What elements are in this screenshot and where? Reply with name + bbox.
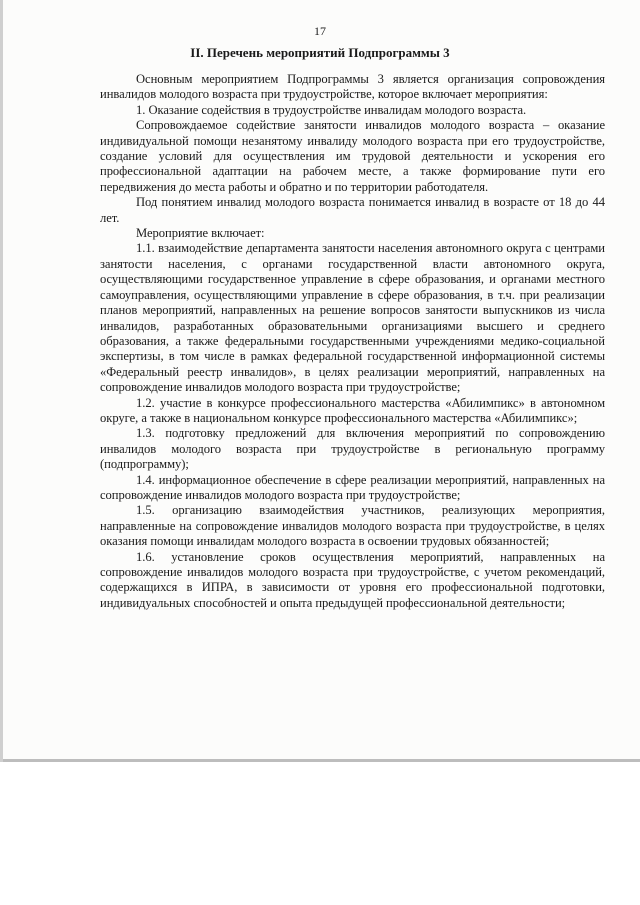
paragraph-item-1-3: 1.3. подготовку предложений для включения мероприятий по сопровождению инвалидов молодого возраста при трудоустройстве в региональную программу (подпрограмму); bbox=[100, 426, 605, 472]
paragraph-intro: Основным мероприятием Подпрограммы 3 является организация сопровождения инвалидов молодого возраста при трудоустройстве, которое включает мероприятия: bbox=[100, 72, 605, 102]
paragraph-definition: Сопровождаемое содействие занятости инвалидов молодого возраста – оказание индивидуальной помощи незанятому инвалиду молодого возраста при его трудоустройстве, создание условий для осуществления им трудовой деятельности и ускорения его профессиональной адаптации на рабочем месте, а также формирование пути его передвижения до места работы и обратно и по территории работодателя. bbox=[100, 118, 605, 194]
page-number: 17 bbox=[314, 24, 326, 38]
paragraph-item-1-2: 1.2. участие в конкурсе профессионального мастерства «Абилимпикс» в автономном округе, а также в национальном конкурсе профессионального мастерства «Абилимпикс»; bbox=[100, 395, 605, 425]
paragraph-item-1-4: 1.4. информационное обеспечение в сфере реализации мероприятий, направленных на сопровождение инвалидов молодого возраста при трудоустройстве; bbox=[100, 472, 605, 502]
paragraph-includes: Мероприятие включает: bbox=[136, 226, 265, 241]
paragraph-item-1-6: 1.6. установление сроков осуществления мероприятий, направленных на сопровождение инвалидов молодого возраста при трудоустройстве, с учетом рекомендаций, содержащихся в ИПРА, в зависимости от уровня его профессиональной подготовки, индивидуальных способностей и опыта предыдущей профессиональной деятельности; bbox=[100, 549, 605, 610]
section-heading: II. Перечень мероприятий Подпрограммы 3 bbox=[190, 45, 450, 60]
document-body bbox=[100, 72, 605, 611]
paragraph-item-1-5: 1.5. организацию взаимодействия участников, реализующих мероприятия, направленные на сопровождение инвалидов молодого возраста при трудоустройстве, в целях оказания помощи инвалидам молодого возраста в освоении трудовых обязанностей; bbox=[100, 503, 605, 549]
paragraph-item-1-1: 1.1. взаимодействие департамента занятости населения автономного округа с центрами занятости населения, с органами государственной власти автономного округа, осуществляющими государственное управление в сфере образования, и органами местного самоуправления, осуществляющими управление в сфере образования, в т.ч. при реализации планов мероприятий, направленных на решение вопросов занятости выпускников из числа инвалидов, разработанных образовательными организациями высшего и среднего образования, а также федеральными государственными учреждениями медико-социальной экспертизы, в том числе в рамках федеральной государственной информационной системы «Федеральный реестр инвалидов», в целях реализации мероприятий, направленных на сопровождение инвалидов молодого возраста при трудоустройстве; bbox=[100, 241, 605, 395]
paragraph-age-definition: Под понятием инвалид молодого возраста понимается инвалид в возрасте от 18 до 44 лет. bbox=[100, 195, 605, 225]
page-edge-shadow bbox=[0, 0, 3, 762]
paragraph-item-1: 1. Оказание содействия в трудоустройстве инвалидам молодого возраста. bbox=[136, 102, 527, 117]
